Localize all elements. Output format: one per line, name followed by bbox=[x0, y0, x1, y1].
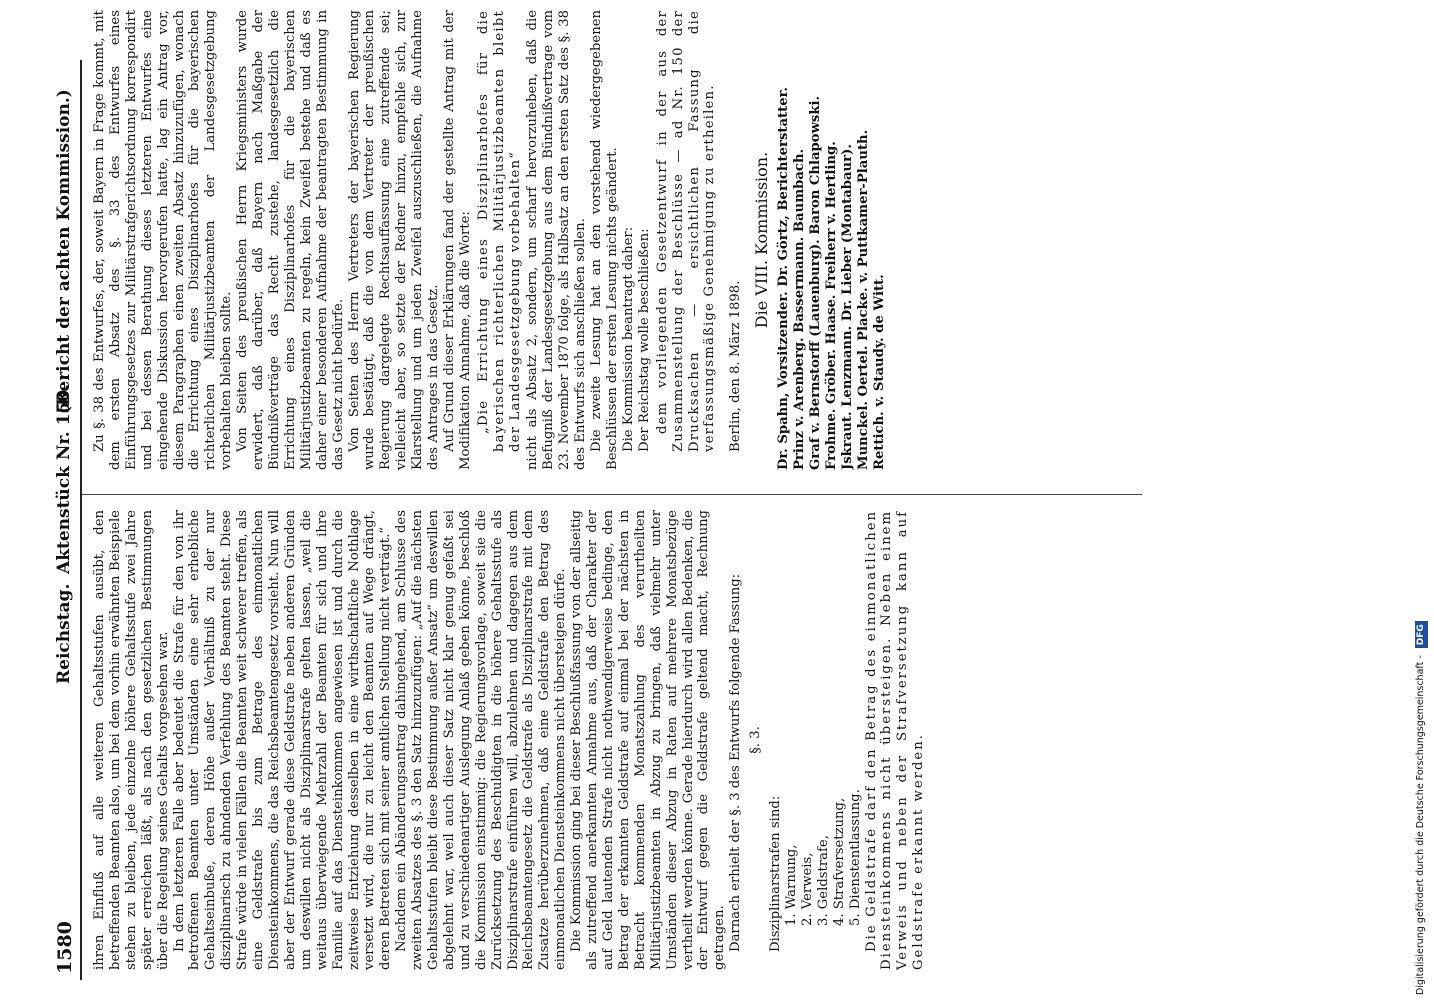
paragraph: Die Kommission beantragt daher: bbox=[620, 226, 636, 452]
right-column bbox=[92, 10, 1172, 470]
paragraph: Die Geldstrafe darf den Betrag des einmonatlichen Diensteinkommens nicht übersteigen. Neben einem Verweis und neben der Strafversetzung kann auf Geldstrafe erkannt werden. bbox=[863, 510, 927, 970]
paragraph: Auf Grund dieser Erklärungen fand der gestellte Antrag mit der Modifikation Annahme, daß die Worte: bbox=[441, 10, 473, 470]
paragraph: Die Kommission ging bei dieser Beschlußfassung von der allseitig als zutreffend anerkannten Annahme aus, daß der Charakter der auf Geld lautenden Strafe nicht nothwendigerweise bedinge, den Betrag der erkannten Geldstrafe auf einmal bei der nächsten in Betracht kommenden Monatszahlung des verurtheilten Militärjustizbeamten in Abzug zu bringen, daß vielmehr unter Umständen dieser Abzug in Raten auf mehrere Monatsbezüge vertheilt werden könne. Gerade hierdurch wird allen Bedenken, die der Entwurf gegen die Geldstrafe geltend macht, Rechnung getragen. bbox=[569, 510, 728, 970]
paragraph: Von Seiten des preußischen Herrn Kriegsministers wurde erwidert, daß darüber, daß Bayern nach Maßgabe der Bündnißverträge das Recht zustehe, landesgesetzlich die Errichtung eines Disziplinarhofes für die bayerischen Militärjustizbeamten zu regeln, kein Zweifel bestehe und daß es daher einer besonderen Aufnahme der beantragten Bestimmung in das Gesetz nicht bedürfe. bbox=[235, 10, 346, 470]
list-intro: Disziplinarstrafen sind: bbox=[768, 795, 784, 952]
commission-title: Die VIII. Kommission. bbox=[752, 151, 772, 329]
list-item: 3. Geldstrafe, bbox=[815, 835, 831, 926]
member-line: Graf v. Bernstorff (Lauenburg). Baron Chlapowski. bbox=[807, 95, 823, 470]
page-header bbox=[50, 54, 78, 974]
member-line: Rettich. v. Staudy. de Witt. bbox=[871, 274, 887, 470]
page-number: 1580 bbox=[54, 921, 76, 974]
member-line: Munckel. Oertel. Placke. v. Puttkamer-Plauth. bbox=[855, 129, 871, 470]
paragraph: Nachdem ein Abänderungsantrag dahingehend, am Schlusse des zweiten Absatzes des §. 3 den Satz hinzuzufügen: „Auf die nächsten Gehaltsstufen bleibt diese Bestimmung außer Ansatz“ um deswillen abgelehnt war, weil auch dieser Satz nicht klar genug gefaßt sei und zu verschiedenartiger Auslegung Anlaß geben könne, beschloß die Kommission einstimmig: die Regierungsvorlage, soweit sie die Zurücksetzung des Beschuldigten in die höhere Gehaltsstufe als Disziplinarstrafe einführen will, abzulehnen und dagegen aus dem Reichsbeamtengesetz die Geldstrafe als Disziplinarstrafe mit dem Zusatze herüberzunehmen, daß eine Geldstrafe den Betrag des einmonatlichen Diensteinkommens nicht übersteigen dürfe. bbox=[394, 510, 569, 970]
list-item: 4. Strafversetzung, bbox=[831, 797, 847, 926]
list-item: 2. Verweis, bbox=[799, 852, 815, 926]
member-line: Jskraut. Lenzmann. Dr. Lieber (Montabaur). bbox=[839, 144, 855, 470]
penalty-list bbox=[784, 510, 864, 926]
date-line: Berlin, den 8. März 1898. bbox=[728, 280, 744, 452]
credit-text: Digitalisierung gefördert durch die Deutsche Forschungsgemeinschaft - bbox=[1415, 655, 1426, 995]
header-right: (Bericht der achten Kommission.) bbox=[54, 89, 74, 414]
paragraph: Die zweite Lesung hat an den vorstehend wiedergegebenen Beschlüssen der ersten Lesung nichts geändert. bbox=[589, 10, 620, 470]
paragraph: Zu §. 38 des Entwurfes, der, soweit Bayern in Frage kommt, mit dem ersten Absatz des §. 33 des Entwurfes eines Einführungsgesetzes zur Militärstrafgerichtsordnung korrespondirt und bei dessen Berathung dieses letzteren Entwurfes eine eingehende Diskussion hervorgerufen hatte, lag ein Antrag vor, diesem Paragraphen einen zweiten Absatz hinzuzufügen, wonach die Errichtung eines Disziplinarhofes für die bayerischen richterlichen Militärjustizbeamten der Landesgesetzgebung vorbehalten bleiben sollte. bbox=[92, 10, 235, 470]
left-column bbox=[92, 510, 1142, 970]
paragraph: Darnach erhielt der §. 3 des Entwurfs folgende Fassung: bbox=[728, 573, 744, 952]
paragraph: Von Seiten des Herrn Vertreters der bayerischen Regierung wurde bestätigt, daß die von dem Vertreter der preußischen Regierung dargelegte Rechtsauffassung eine zutreffende sei; vielleicht aber, so setzte der Redner hinzu, empfehle sich, zur Klarstellung und um jeden Zweifel auszuschließen, die Aufnahme des Antrages in das Gesetz. bbox=[346, 10, 442, 470]
member-line: Frohme. Gröber. Haase. Freiherr v. Hertling. bbox=[823, 141, 839, 470]
paragraph: nicht als Absatz 2, sondern, um scharf hervorzuheben, daß die Befugniß der Landesgesetzgebung aus dem Bündnißvertrage vom 23. November 1870 folge, als Halbsatz an den ersten Satz des §. 38 des Entwurfs sich anschließen sollen. bbox=[525, 10, 589, 470]
paragraph: Der Reichstag wolle beschließen: bbox=[636, 228, 652, 452]
digitization-credit bbox=[1412, 10, 1430, 995]
paragraph: ihren Einfluß auf alle weiteren Gehaltsstufen ausübt, den betreffenden Beamten also, um bei dem vorhin erwähnten Beispiele stehen zu bleiben, jede einzelne höhere Gehaltsstufe zwei Jahre später erreichen läßt, als nach den gesetzlichen Bestimmungen über die Regelung seines Gehalts vorgesehen war. bbox=[92, 510, 171, 970]
header-rule bbox=[80, 60, 82, 980]
column-divider bbox=[82, 494, 1142, 495]
member-line: Dr. Spahn, Vorsitzender. Dr. Görtz, Berichterstatter. bbox=[776, 87, 792, 470]
resolution-text: dem vorliegenden Gesetzentwurf in der aus der Zusammenstellung der Beschlüsse — ad Nr. 150 der Drucksachen — ersichtlichen Fassung die verfassungsmäßige Genehmigung zu ertheilen. bbox=[654, 10, 718, 452]
quoted-text: „Die Errichtung eines Disziplinarhofes für die bayerischen richterlichen Militärjustizbeamten bleibt der Landesgesetzgebung vorbehalten“ bbox=[475, 10, 523, 452]
dfg-logo: DFG bbox=[1415, 621, 1428, 648]
list-item: 5. Dienstentlassung. bbox=[847, 789, 863, 926]
paragraph: In dem letzteren Falle aber bedeutet die Strafe für den von ihr betroffenen Beamten unter Umständen eine sehr erhebliche Gehaltseinbuße, deren Höhe außer Verhältniß zu der nur disziplinarisch zu ahndenden Verfehlung des Beamten steht. Diese Strafe würde in vielen Fällen die Beamten weit schwerer treffen, als eine Geldstrafe bis zum Betrage des einmonatlichen Diensteinkommens, die das Reichsbeamtengesetz vorsieht. Nun will aber der Entwurf gerade diese Geldstrafe neben anderen Gründen um deswillen nicht als Disziplinarstrafe gelten lassen, „weil die weitaus überwiegende Mehrzahl der Beamten für sich und ihre Familie auf das Diensteinkommen angewiesen ist und durch die zeitweise Entziehung desselben in eine wirthschaftliche Nothlage versetzt wird, die nur zu leicht den Beamten auf Wege drängt, deren Betreten sich mit seiner amtlichen Stellung nicht verträgt.“ bbox=[171, 510, 394, 970]
section-heading: §. 3. bbox=[748, 726, 764, 754]
member-line: Prinz v. Arenberg. Bassermann. Baumbach. bbox=[792, 148, 808, 470]
header-middle: Aktenstück Nr. 150. bbox=[54, 383, 74, 574]
list-item: 1. Warnung, bbox=[783, 844, 799, 926]
member-list bbox=[776, 10, 887, 470]
header-left: Reichstag. bbox=[54, 583, 74, 684]
